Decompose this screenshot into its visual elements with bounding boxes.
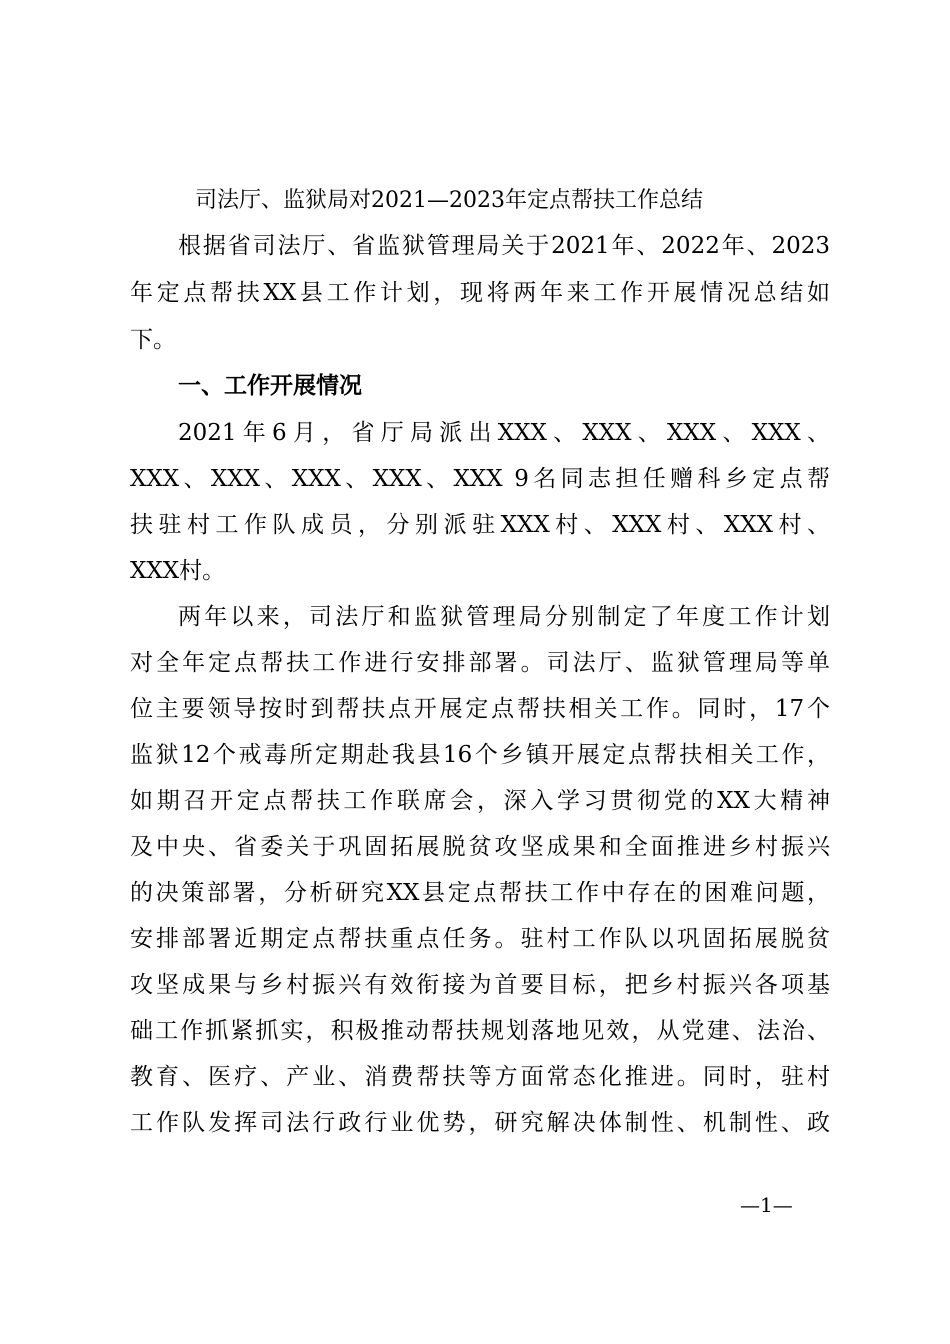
- text-line: 下。: [130, 327, 176, 353]
- text-line: 监狱12个戒毒所定期赴我县16个乡镇开展定点帮扶相关工作，: [130, 742, 830, 768]
- text-line: 工作队发挥司法行政行业优势，研究解决体制性、机制性、政: [130, 1110, 830, 1136]
- page-number: —1—: [740, 1193, 793, 1217]
- section-heading: 一、工作开展情况: [178, 373, 362, 399]
- text-line: 根据省司法厅、省监狱管理局关于2021年、2022年、2023: [178, 233, 830, 259]
- text-line: 2021年6月，省厅局派出XXX、XXX、XXX、XXX、: [178, 420, 830, 446]
- text-line: 扶驻村工作队成员，分别派驻XXX村、XXX村、XXX村、: [130, 512, 830, 538]
- text-line: 如期召开定点帮扶工作联席会，深入学习贯彻党的XX大精神: [130, 788, 830, 814]
- text-line: 对全年定点帮扶工作进行安排部署。司法厅、监狱管理局等单: [130, 650, 830, 676]
- text-line: XXX、XXX、XXX、XXX、XXX 9名同志担任赠科乡定点帮: [130, 466, 830, 492]
- text-line: 攻坚成果与乡村振兴有效衔接为首要目标，把乡村振兴各项基: [130, 972, 830, 998]
- text-line: 及中央、省委关于巩固拓展脱贫攻坚成果和全面推进乡村振兴: [130, 834, 830, 860]
- text-line: XXX村。: [130, 558, 226, 584]
- text-line: 两年以来，司法厅和监狱管理局分别制定了年度工作计划: [178, 604, 830, 630]
- text-line: 位主要领导按时到帮扶点开展定点帮扶相关工作。同时，17个: [130, 696, 830, 722]
- text-line: 年定点帮扶XX县工作计划，现将两年来工作开展情况总结如: [130, 280, 830, 306]
- text-line: 础工作抓紧抓实，积极推动帮扶规划落地见效，从党建、法治、: [130, 1018, 830, 1044]
- text-line: 教育、医疗、产业、消费帮扶等方面常态化推进。同时，驻村: [130, 1064, 830, 1090]
- text-line: 的决策部署，分析研究XX县定点帮扶工作中存在的困难问题，: [130, 880, 830, 906]
- text-line: 安排部署近期定点帮扶重点任务。驻村工作队以巩固拓展脱贫: [130, 926, 830, 952]
- document-title: 司法厅、监狱局对2021—2023年定点帮扶工作总结: [195, 188, 703, 213]
